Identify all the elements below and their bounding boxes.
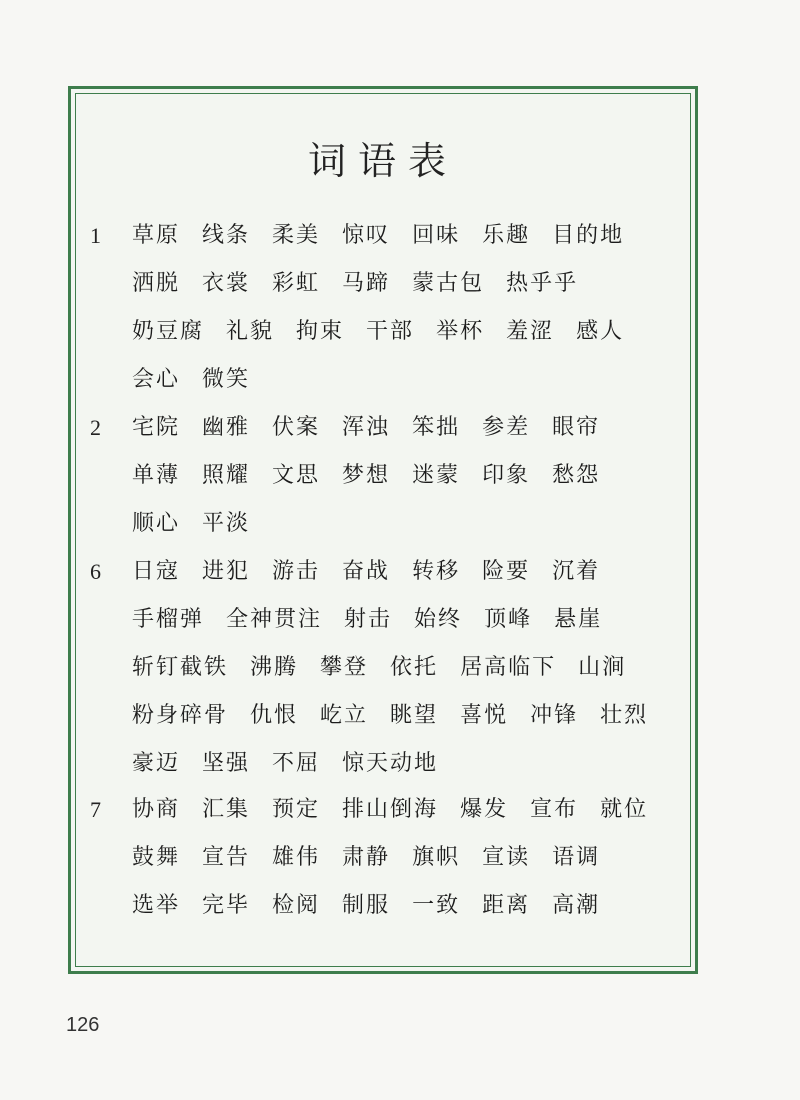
vocab-word: 转移 [412, 559, 461, 584]
vocab-word: 仇恨 [250, 703, 299, 728]
vocab-word: 线条 [202, 223, 251, 248]
vocab-word: 雄伟 [272, 845, 321, 870]
vocab-word: 奶豆腐 [132, 319, 205, 344]
word-line [132, 510, 692, 558]
vocab-word: 惊叹 [342, 223, 391, 248]
vocab-word: 就位 [600, 797, 649, 822]
vocab-word: 射击 [344, 607, 393, 632]
vocab-word: 豪迈 [132, 751, 181, 776]
vocab-word: 感人 [576, 319, 625, 344]
vocab-word: 宅院 [132, 415, 181, 440]
word-line [132, 796, 692, 844]
vocab-word: 愁怨 [552, 463, 601, 488]
vocab-word: 举杯 [436, 319, 485, 344]
section-number: 1 [90, 223, 101, 248]
vocab-word: 游击 [272, 559, 321, 584]
word-line [132, 844, 692, 892]
vocab-word: 蒙古包 [412, 271, 485, 296]
vocab-word: 浑浊 [342, 415, 391, 440]
vocab-word: 参差 [482, 415, 531, 440]
vocab-word: 不屈 [272, 751, 321, 776]
word-line [132, 606, 692, 654]
vocab-word: 喜悦 [460, 703, 509, 728]
vocab-word: 微笑 [202, 367, 251, 392]
word-lines [132, 796, 692, 940]
word-line [132, 892, 692, 940]
vocab-word: 伏案 [272, 415, 321, 440]
word-line [132, 366, 692, 414]
word-line [132, 654, 692, 702]
vocab-word: 草原 [132, 223, 181, 248]
vocab-word: 选举 [132, 893, 181, 918]
vocab-word: 手榴弹 [132, 607, 205, 632]
vocab-word: 宣告 [202, 845, 251, 870]
vocab-word: 笨拙 [412, 415, 461, 440]
vocab-word: 平淡 [202, 511, 251, 536]
vocab-word: 险要 [482, 559, 531, 584]
vocab-word: 汇集 [202, 797, 251, 822]
vocab-word: 干部 [366, 319, 415, 344]
vocab-word: 壮烈 [600, 703, 649, 728]
vocab-word: 单薄 [132, 463, 181, 488]
vocab-word: 目的地 [552, 223, 625, 248]
vocab-word: 旗帜 [412, 845, 461, 870]
vocab-word: 坚强 [202, 751, 251, 776]
vocab-word: 预定 [272, 797, 321, 822]
vocab-word: 印象 [482, 463, 531, 488]
word-line [132, 462, 692, 510]
vocab-word: 拘束 [296, 319, 345, 344]
vocab-word: 宣读 [482, 845, 531, 870]
vocab-word: 梦想 [342, 463, 391, 488]
vocab-word: 回味 [412, 223, 461, 248]
vocab-word: 会心 [132, 367, 181, 392]
vocab-word: 沸腾 [250, 655, 299, 680]
vocab-word: 检阅 [272, 893, 321, 918]
vocab-word: 日寇 [132, 559, 181, 584]
vocab-word: 居高临下 [460, 655, 557, 680]
word-line [132, 318, 692, 366]
vocab-word: 全神贯注 [226, 607, 323, 632]
vocab-word: 制服 [342, 893, 391, 918]
vocab-word: 粉身碎骨 [132, 703, 229, 728]
vocab-word: 柔美 [272, 223, 321, 248]
vocab-word: 奋战 [342, 559, 391, 584]
vocab-word: 衣裳 [202, 271, 251, 296]
vocab-word: 照耀 [202, 463, 251, 488]
vocab-word: 一致 [412, 893, 461, 918]
vocab-word: 完毕 [202, 893, 251, 918]
vocab-word: 爆发 [460, 797, 509, 822]
section-number: 7 [90, 797, 101, 822]
vocab-word: 迷蒙 [412, 463, 461, 488]
section-number: 2 [90, 415, 101, 440]
vocab-word: 依托 [390, 655, 439, 680]
word-line [132, 750, 692, 798]
vocab-word: 热乎乎 [506, 271, 579, 296]
word-line [132, 414, 692, 462]
page-number: 126 [66, 1014, 100, 1036]
word-line [132, 222, 692, 270]
vocab-word: 彩虹 [272, 271, 321, 296]
vocab-word: 幽雅 [202, 415, 251, 440]
vocab-word: 宣布 [530, 797, 579, 822]
word-line [132, 558, 692, 606]
section-number: 6 [90, 559, 101, 584]
vocab-word: 悬崖 [554, 607, 603, 632]
vocab-word: 洒脱 [132, 271, 181, 296]
vocab-word: 羞涩 [506, 319, 555, 344]
vocab-word: 始终 [414, 607, 463, 632]
vocab-word: 肃静 [342, 845, 391, 870]
vocab-word: 屹立 [320, 703, 369, 728]
vocab-word: 顺心 [132, 511, 181, 536]
vocab-word: 攀登 [320, 655, 369, 680]
vocab-word: 顶峰 [484, 607, 533, 632]
vocab-word: 眺望 [390, 703, 439, 728]
vocab-word: 鼓舞 [132, 845, 181, 870]
word-line [132, 270, 692, 318]
word-line [132, 702, 692, 750]
vocab-word: 山涧 [578, 655, 627, 680]
word-lines [132, 222, 692, 414]
vocab-word: 协商 [132, 797, 181, 822]
vocab-word: 惊天动地 [342, 751, 439, 776]
vocab-word: 冲锋 [530, 703, 579, 728]
word-lines [132, 558, 692, 798]
vocab-word: 眼帘 [552, 415, 601, 440]
vocab-word: 马蹄 [342, 271, 391, 296]
vocab-word: 礼貌 [226, 319, 275, 344]
vocab-word: 进犯 [202, 559, 251, 584]
word-lines [132, 414, 692, 558]
vocab-word: 排山倒海 [342, 797, 439, 822]
vocab-word: 文思 [272, 463, 321, 488]
vocab-word: 语调 [552, 845, 601, 870]
page-title: 词语表 [307, 139, 458, 183]
vocab-word: 斩钉截铁 [132, 655, 229, 680]
vocab-word: 乐趣 [482, 223, 531, 248]
vocab-word: 距离 [482, 893, 531, 918]
vocab-word: 高潮 [552, 893, 601, 918]
vocab-word: 沉着 [552, 559, 601, 584]
